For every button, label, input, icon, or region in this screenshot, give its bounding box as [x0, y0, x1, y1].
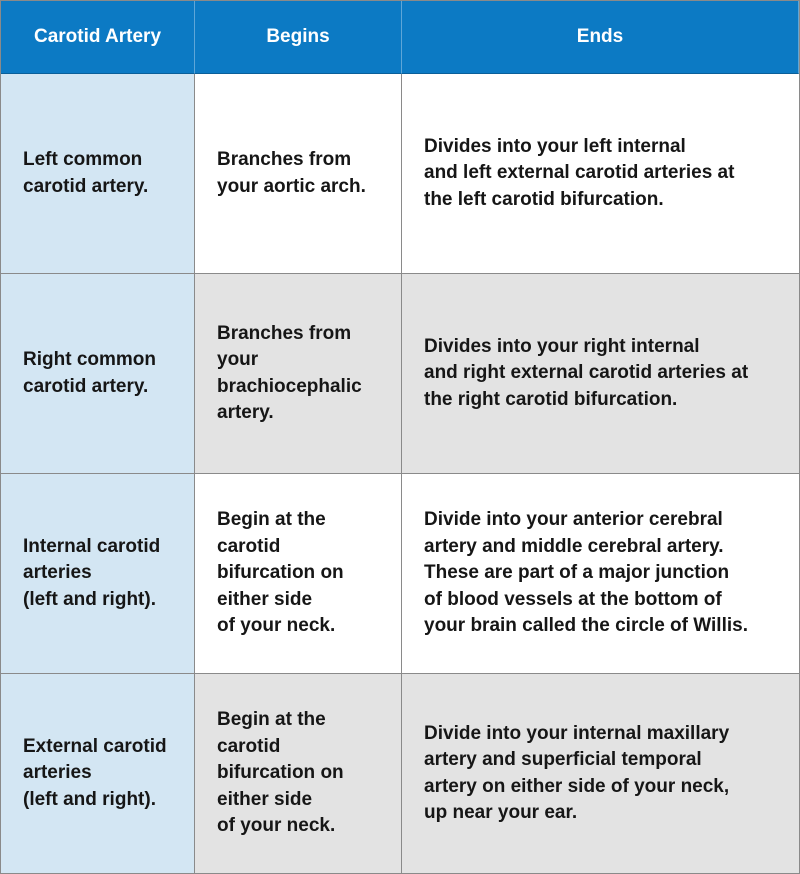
ends-text: Divide into your anterior cerebral artery and middle cerebral artery. These are part of a major junction of blood vessels at the bottom of your brain called the circle of Willis. [424, 509, 748, 637]
artery-cell [1, 674, 195, 873]
artery-name: Right common carotid artery. [23, 349, 156, 397]
ends-text: Divides into your left internal and left external carotid arteries at the left carotid bifurcation. [424, 135, 735, 210]
header-carotid-artery: Carotid Artery [1, 1, 195, 74]
artery-name: External carotid arteries (left and right). [23, 735, 167, 810]
artery-name: Internal carotid arteries (left and right). [23, 535, 161, 610]
header-ends: Ends [402, 1, 799, 74]
begins-cell [195, 474, 402, 674]
ends-cell [402, 274, 799, 474]
begins-text: Begin at the carotid bifurcation on either side of your neck. [217, 509, 344, 637]
ends-text: Divide into your internal maxillary artery and superficial temporal artery on either side of your neck, up near your ear. [424, 722, 730, 823]
ends-cell [402, 474, 799, 674]
begins-text: Begin at the carotid bifurcation on either side of your neck. [217, 709, 344, 837]
begins-cell [195, 74, 402, 274]
artery-name: Left common carotid artery. [23, 149, 149, 197]
artery-cell [1, 74, 195, 274]
begins-cell [195, 674, 402, 873]
ends-text: Divides into your right internal and right external carotid arteries at the right carotid bifurcation. [424, 335, 749, 410]
begins-text: Branches from your aortic arch. [217, 149, 366, 197]
ends-cell [402, 74, 799, 274]
begins-cell [195, 274, 402, 474]
header-begins: Begins [195, 1, 402, 74]
artery-cell [1, 274, 195, 474]
begins-text: Branches from your brachiocephalic artery. [217, 322, 362, 423]
artery-cell [1, 474, 195, 674]
ends-cell [402, 674, 799, 873]
